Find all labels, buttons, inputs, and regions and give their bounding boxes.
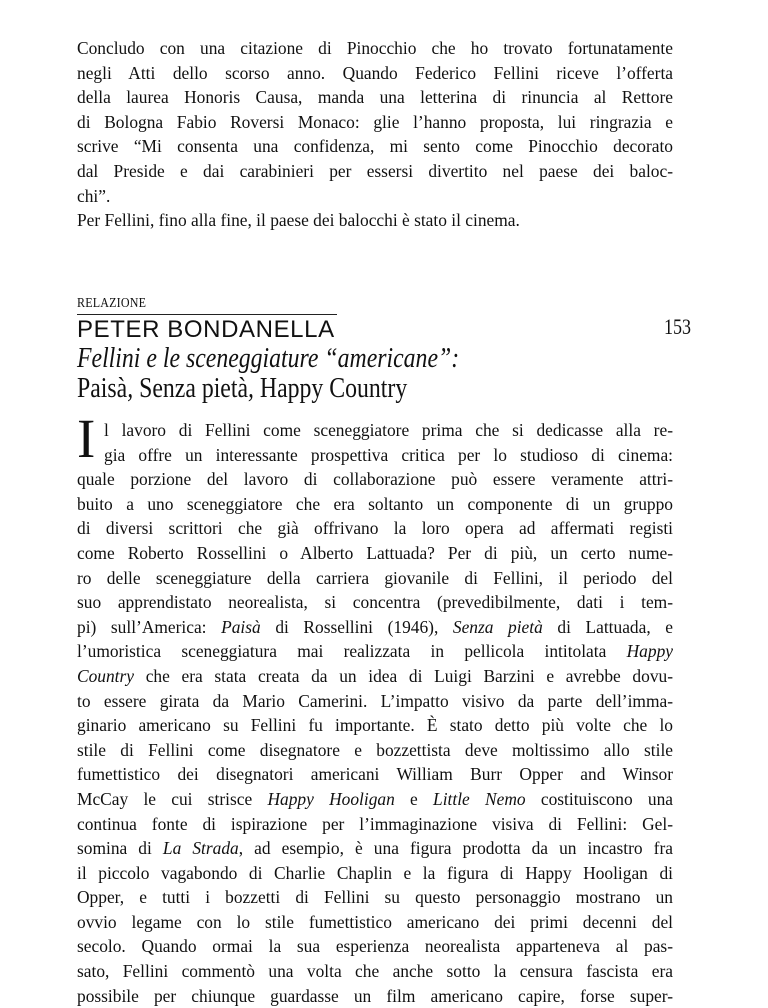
article-title: Fellini e le sceneggiature “americane”:: [77, 342, 460, 374]
body-line: [77, 836, 673, 861]
film-title: Happy: [626, 641, 673, 662]
text-run: di Rossellini (1946),: [260, 616, 453, 637]
body-line: fumettistico dei disegnatori americani William Burr Opper and Winsor: [77, 764, 673, 785]
body-line: [77, 787, 673, 812]
intro-line: chi”.: [77, 185, 111, 206]
film-title: Senza pietà: [452, 616, 543, 637]
body-line: ginario americano su Fellini fu importante. È stato detto più volte che lo: [77, 715, 673, 736]
author-name: PETER BONDANELLA: [77, 316, 335, 343]
text-run: somina di: [77, 838, 163, 859]
body-line: gia offre un interessante prospettiva critica per lo studioso di cinema:: [104, 444, 673, 465]
body-line: suo apprendistato neorealista, si concentra (prevedibilmente, dati i tem-: [77, 592, 673, 613]
drop-cap: I: [77, 408, 96, 469]
body-line: quale porzione del lavoro di collaborazione può essere veramente attri-: [77, 469, 673, 490]
body-line: secolo. Quando ormai la sua esperienza neorealista apparteneva al pas-: [77, 936, 673, 957]
intro-paragraph: [77, 36, 673, 233]
intro-line: di Bologna Fabio Roversi Monaco: glie l’hanno proposta, lui ringrazia e: [77, 111, 673, 132]
text-run: di Lattuada, e: [542, 616, 673, 637]
comic-title: Happy Hooligan: [267, 788, 395, 809]
intro-line: dal Preside e dai carabinieri per essersi divertito nel paese dei baloc-: [77, 160, 673, 181]
body-line: ovvio legame con lo stile fumettistico americano dei primi decenni del: [77, 911, 673, 932]
subtitle-film-1: Paisà: [77, 372, 128, 404]
text-run: pi) sull’America:: [77, 616, 222, 637]
subtitle-separator: ,: [127, 372, 134, 404]
text-run: e: [394, 788, 434, 809]
film-title: Paisà: [221, 616, 261, 637]
subtitle-film-3: Happy Country: [253, 372, 408, 404]
kicker-rule: [77, 314, 337, 315]
intro-line: della laurea Honoris Causa, manda una letterina di rinuncia al Rettore: [77, 87, 673, 108]
text-run: l’umoristica sceneggiatura mai realizzata in pellicola intitolata: [77, 641, 627, 662]
body-line: ro delle sceneggiature della carriera giovanile di Fellini, il periodo del: [77, 567, 673, 588]
intro-line: negli Atti dello scorso anno. Quando Federico Fellini riceve l’offerta: [77, 62, 673, 83]
body-line: stile di Fellini come disegnatore e bozzettista deve moltissimo allo stile: [77, 739, 673, 760]
subtitle-separator: ,: [248, 372, 254, 404]
body-line: il piccolo vagabondo di Charlie Chaplin e la figura di Happy Hooligan di: [77, 862, 673, 883]
body-line: [77, 639, 673, 664]
intro-line: scrive “Mi consenta una confidenza, mi sento come Pinocchio decorato: [77, 136, 673, 157]
body-line: [77, 664, 673, 689]
body-paragraph: [77, 418, 673, 1008]
body-line: sato, Fellini commentò una volta che anche sotto la censura fascista era: [77, 961, 673, 982]
body-line: come Roberto Rossellini o Alberto Lattuada? Per di più, un certo nume-: [77, 542, 673, 563]
article-subtitle: [77, 372, 407, 405]
text-run: costituiscono una: [525, 788, 673, 809]
text-run: , ad esempio, è una figura prodotta da un incastro fra: [238, 838, 673, 859]
intro-line: Per Fellini, fino alla fine, il paese dei balocchi è stato il cinema.: [77, 210, 520, 231]
body-line: di diversi scrittori che già offrivano la loro opera ad affermati registi: [77, 518, 673, 539]
body-line: [77, 615, 673, 640]
body-line: to essere girata da Mario Camerini. L’impatto visivo da parte dell’imma-: [77, 690, 673, 711]
text-run: che era stata creata da un idea di Luigi Barzini e avrebbe dovu-: [134, 665, 673, 686]
page-number: 153: [664, 314, 692, 339]
body-line: l lavoro di Fellini come sceneggiatore prima che si dedicasse alla re-: [104, 420, 673, 440]
intro-line: Concludo con una citazione di Pinocchio che ho trovato fortunatamente: [77, 38, 673, 58]
comic-title: Little Nemo: [433, 788, 526, 809]
body-line: Opper, e tutti i bozzetti di Fellini su questo personaggio mostrano un: [77, 887, 673, 908]
section-kicker: RELAZIONE: [77, 296, 147, 311]
subtitle-film-2: Senza pietà: [133, 372, 249, 404]
film-title: Country: [77, 665, 135, 686]
body-line: continua fonte di ispirazione per l’immaginazione visiva di Fellini: Gel-: [77, 813, 673, 834]
body-line: possibile per chiunque guardasse un film americano capire, forse super-: [77, 985, 673, 1006]
body-line: buito a uno sceneggiatore che era soltanto un componente di un gruppo: [77, 493, 673, 514]
text-run: McCay le cui strisce: [77, 788, 268, 809]
film-title: La Strada: [162, 838, 239, 859]
